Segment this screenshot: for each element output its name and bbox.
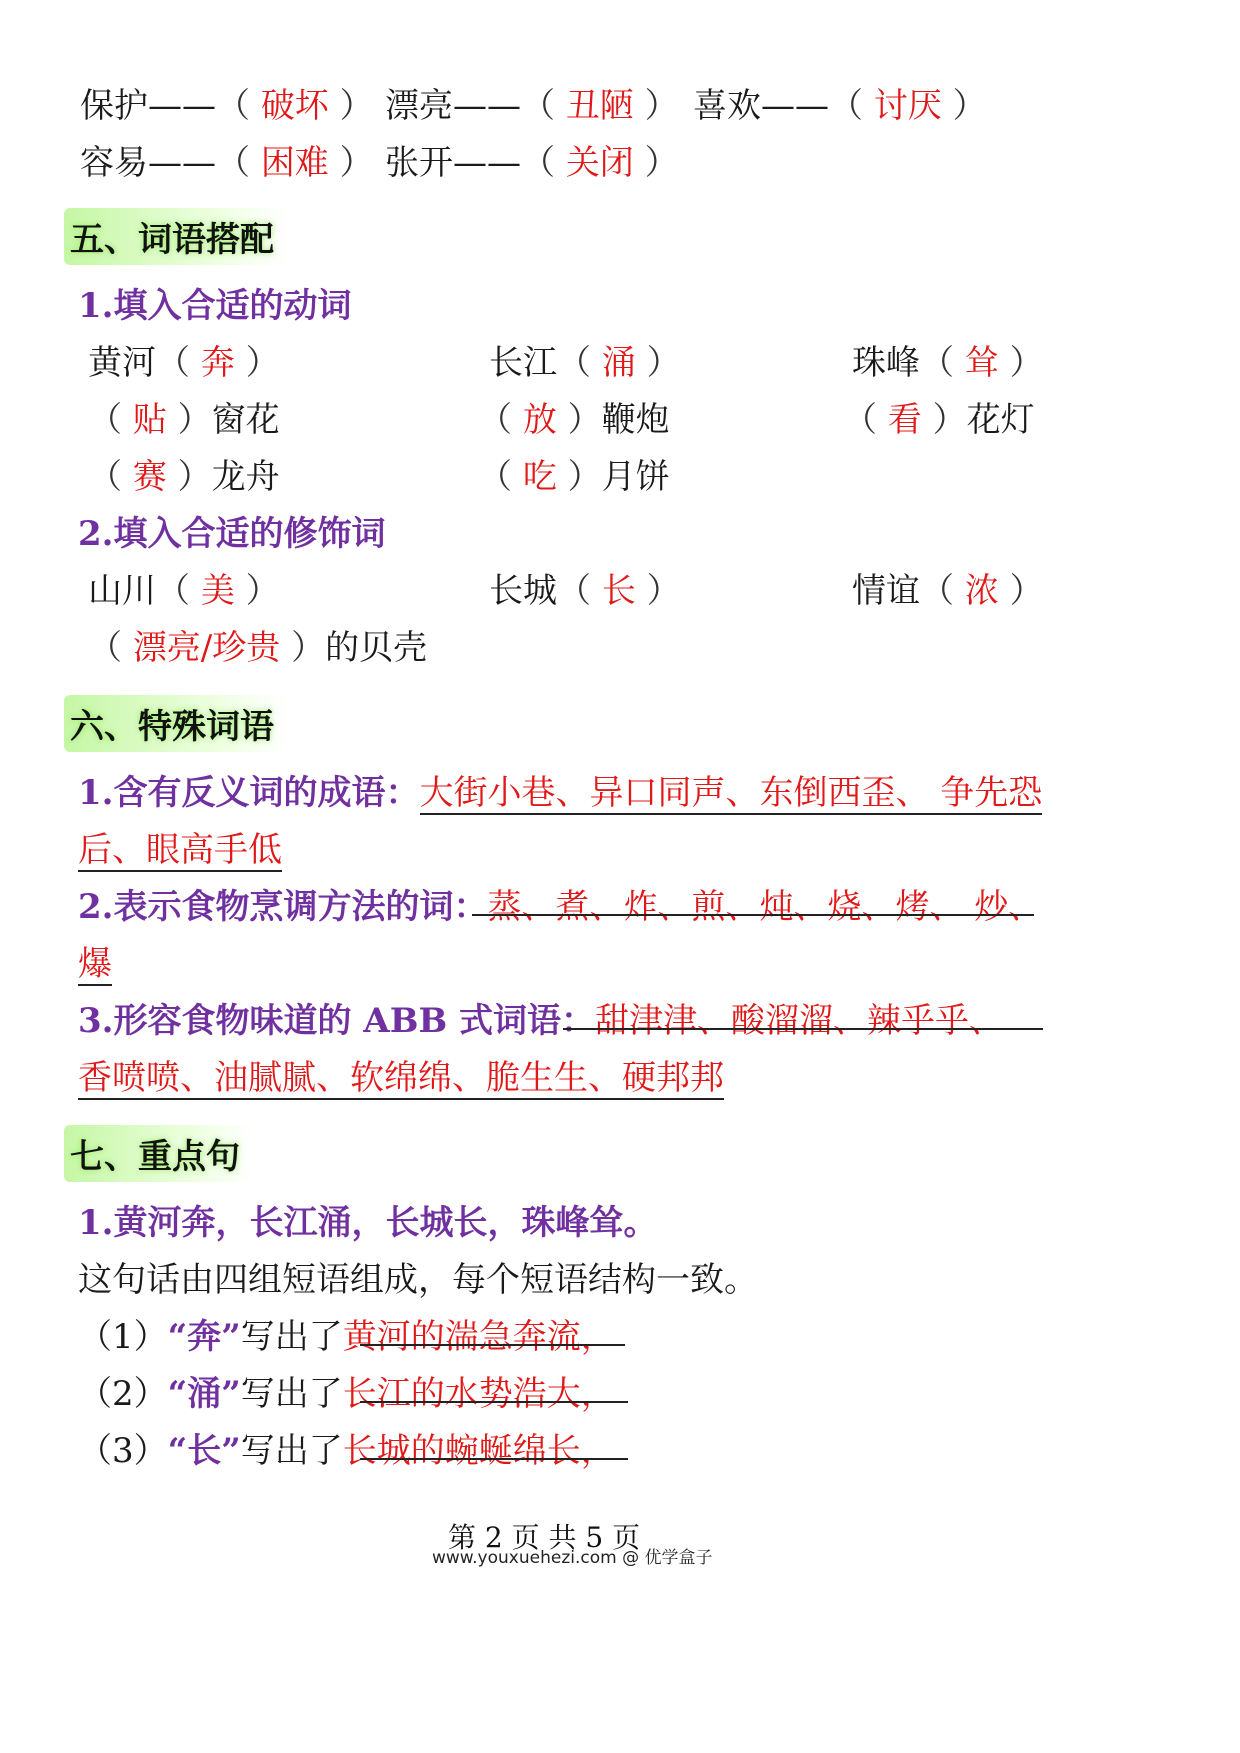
question-line: 2.表示食物烹调方法的词：蒸、煮、炸、煎、炖、烧、烤、 炒、	[78, 887, 1043, 927]
answer-text: 长城的蜿蜒绵长，	[342, 1431, 615, 1471]
answer-underline	[360, 1344, 625, 1346]
subsection-title: 2.填入合适的修饰词	[78, 514, 386, 554]
modifier-item: 山川（ 美 ）	[88, 571, 280, 611]
answer-text: 甜津津、酸溜溜、辣乎乎、	[595, 1001, 1004, 1041]
antonym-item: 张开——（ 关闭 ）	[385, 143, 679, 183]
answer-text: 长江的水势浩大，	[342, 1374, 615, 1414]
section-heading: 六、特殊词语	[64, 695, 288, 752]
question-line: 3.形容食物味道的 ABB 式词语：甜津津、酸溜溜、辣乎乎、	[78, 1001, 1004, 1041]
antonym-answer: 丑陋	[565, 86, 634, 126]
answer-underline	[472, 914, 1034, 916]
verb-item: （ 看 ）花灯	[843, 400, 1035, 440]
antonym-item: 容易——（ 困难 ）	[80, 143, 374, 183]
verb-item: （ 放 ）鞭炮	[478, 400, 670, 440]
antonym-answer: 关闭	[565, 143, 634, 183]
analysis-item: （2）“涌”写出了长江的水势浩大，	[78, 1374, 615, 1414]
antonym-item: 漂亮——（ 丑陋 ）	[385, 86, 679, 126]
question-line	[78, 822, 282, 871]
watermark: www.youxuehezi.com @ 优学盒子	[432, 1548, 713, 1568]
answer-underline	[563, 1028, 1043, 1030]
analysis-item: （3）“长”写出了长城的蜿蜒绵长，	[78, 1431, 615, 1471]
verb-item: （ 吃 ）月饼	[478, 457, 670, 497]
antonym-item: 保护——（ 破坏 ）	[80, 86, 374, 126]
answer-text: 蒸、煮、炸、煎、炖、烧、烤、 炒、	[487, 887, 1043, 927]
answer-underline	[360, 1401, 628, 1403]
verb-item: （ 贴 ）窗花	[88, 400, 280, 440]
verb-item: 珠峰（ 耸 ）	[852, 343, 1044, 383]
verb-item: 黄河（ 奔 ）	[88, 343, 280, 383]
modifier-item: 情谊（ 浓 ）	[852, 571, 1044, 611]
antonym-item: 喜欢——（ 讨厌 ）	[693, 86, 987, 126]
modifier-item: （ 漂亮/珍贵 ）的贝壳	[88, 628, 428, 668]
question-line	[78, 936, 112, 985]
antonym-answer: 破坏	[260, 86, 329, 126]
explanation: 这句话由四组短语组成，每个短语结构一致。	[78, 1260, 758, 1300]
section-heading: 五、词语搭配	[64, 208, 288, 265]
page-number: 第 2 页 共 5 页	[448, 1521, 641, 1554]
verb-item: 长江（ 涌 ）	[489, 343, 681, 383]
question-line	[78, 1050, 724, 1099]
question-line: 1.含有反义词的成语：大街小巷、异口同声、东倒西歪、 争先恐	[78, 773, 1043, 813]
subsection-title: 1.填入合适的动词	[78, 286, 352, 326]
answer-text: 黄河的湍急奔流，	[342, 1317, 615, 1357]
section-heading: 七、重点句	[64, 1125, 254, 1182]
key-sentence: 1.黄河奔，长江涌，长城长，珠峰耸。	[78, 1203, 658, 1243]
answer-text: 后、眼高手低	[78, 830, 282, 870]
analysis-item: （1）“奔”写出了黄河的湍急奔流，	[78, 1317, 615, 1357]
answer-text: 香喷喷、油腻腻、软绵绵、脆生生、硬邦邦	[78, 1058, 724, 1098]
answer-text: 大街小巷、异口同声、东倒西歪、 争先恐	[419, 773, 1043, 813]
answer-underline	[360, 1458, 628, 1460]
verb-item: （ 赛 ）龙舟	[88, 457, 280, 497]
antonym-answer: 讨厌	[873, 86, 942, 126]
answer-text: 爆	[78, 944, 112, 984]
modifier-item: 长城（ 长 ）	[489, 571, 681, 611]
antonym-answer: 困难	[260, 143, 329, 183]
